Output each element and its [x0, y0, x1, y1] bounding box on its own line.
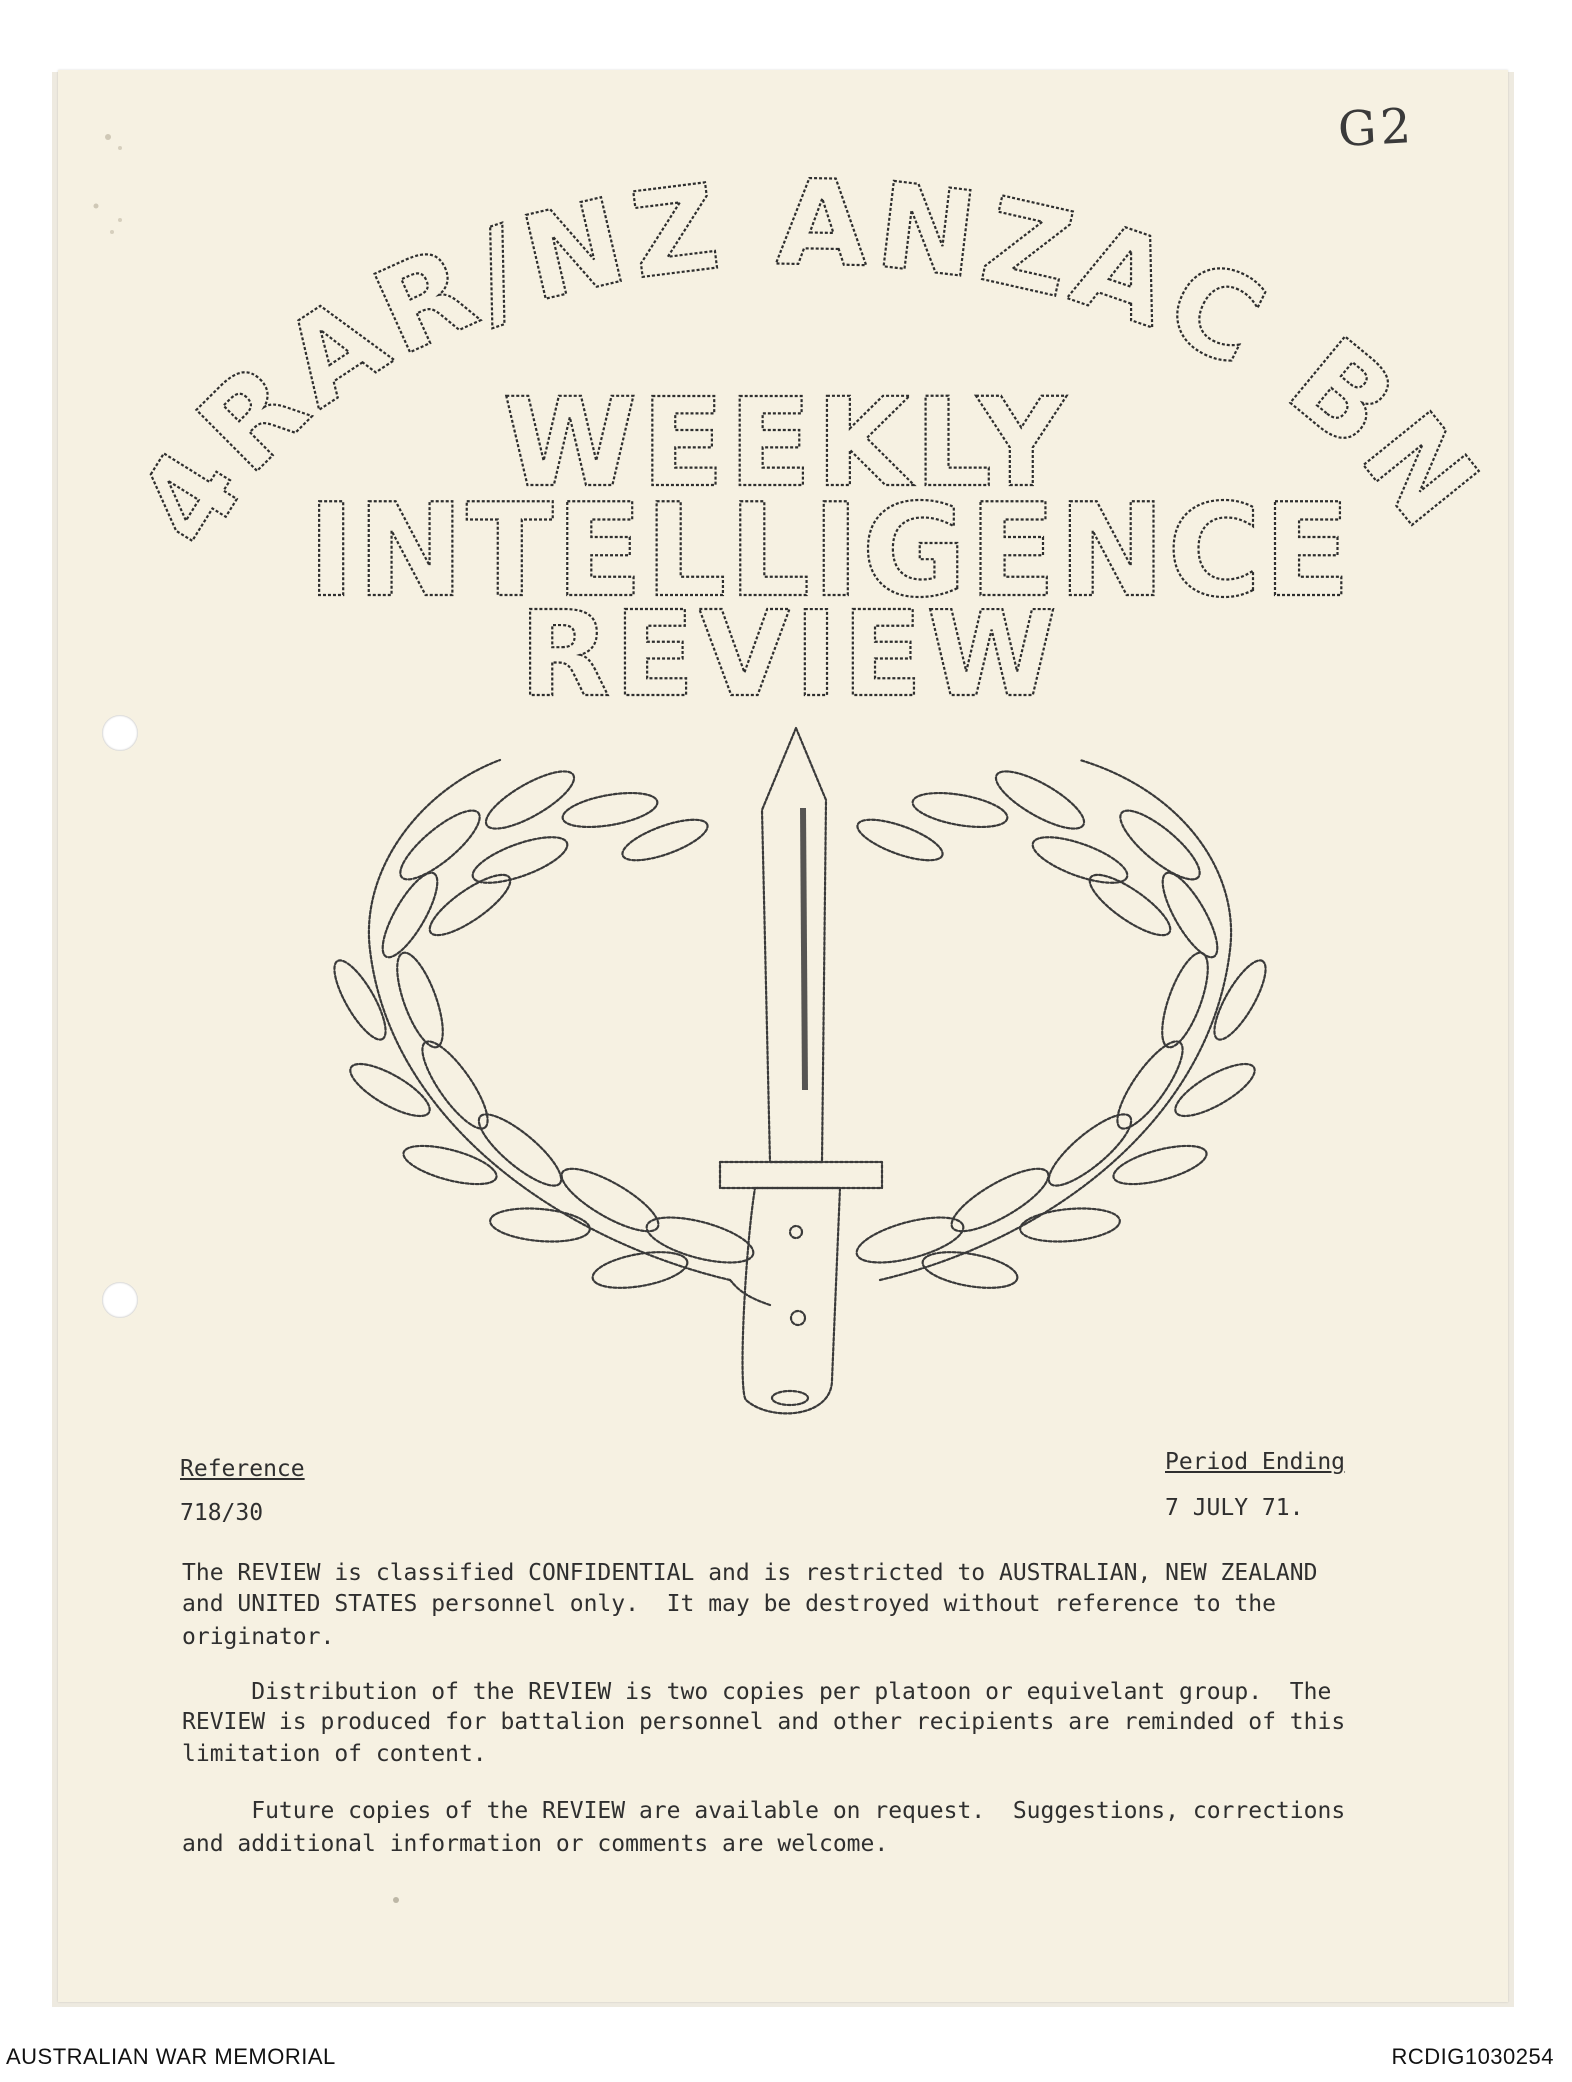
handwritten-annotation: G2: [1336, 98, 1417, 158]
bayonet-laurel-wreath-icon: [325, 728, 1274, 1413]
paragraph-line: Distribution of the REVIEW is two copies per platoon or equivelant group. The: [182, 1679, 1332, 1705]
paragraph-line: originator.: [182, 1624, 335, 1650]
footer-archive-name: AUSTRALIAN WAR MEMORIAL: [6, 2044, 336, 2069]
title-line-intelligence: INTELLIGENCE: [307, 477, 1353, 626]
reference-label: Reference: [180, 1456, 305, 1482]
title-line-review: REVIEW: [519, 585, 1061, 723]
period-ending-label: Period Ending: [1165, 1449, 1346, 1475]
paragraph-line: and UNITED STATES personnel only. It may be destroyed without reference to the: [182, 1591, 1276, 1617]
title-line-weekly: WEEKLY: [502, 372, 1070, 514]
period-ending-value: 7 JULY 71.: [1165, 1495, 1304, 1521]
footer-record-id: RCDIG1030254: [1391, 2044, 1554, 2069]
paragraph-line: The REVIEW is classified CONFIDENTIAL and is restricted to AUSTRALIAN, NEW ZEALAND: [182, 1560, 1318, 1586]
paragraph-line: REVIEW is produced for battalion personnel and other recipients are reminded of this: [182, 1709, 1346, 1735]
reference-value: 718/30: [180, 1500, 264, 1526]
unit-arc-text: 4RAR/NZ ANZAC BN: [109, 153, 1508, 569]
paragraph-line: Future copies of the REVIEW are available on request. Suggestions, corrections: [182, 1798, 1346, 1824]
paragraph-line: limitation of content.: [182, 1741, 487, 1767]
paragraph-line: and additional information or comments are welcome.: [182, 1831, 889, 1857]
